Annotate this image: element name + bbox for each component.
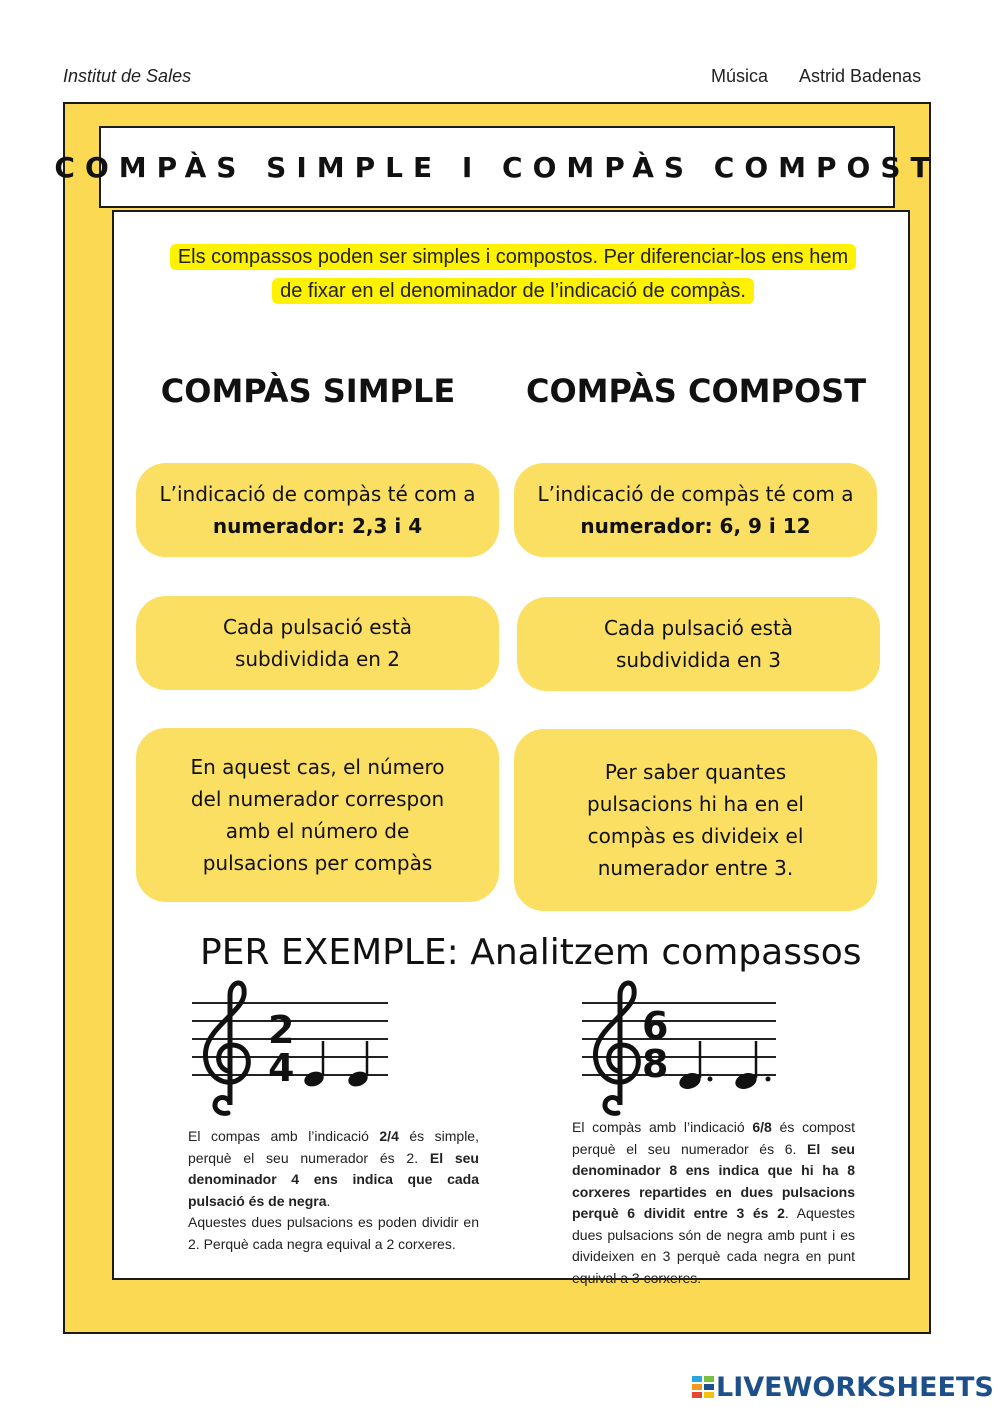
intro-line-2: de fixar en el denominador de l’indicació de compàs. [272, 278, 754, 304]
quarter-note-icon [346, 1041, 370, 1089]
simple-numerator-box [136, 463, 499, 557]
compound-explanation: El compàs amb l’indicació 6/8 és compost perquè el seu numerador és 6. El seu denominador 8 ens indica que hi ha 8 corxeres repartides en dues pulsacions perquè 6 dividit entre 3 és 2. Aquestes dues pulsacions són de negra amb punt i es divideixen en 3 perquè cada negra en punt equival a 3 corxeres. [572, 1119, 855, 1286]
compound-pulse-line-4: numerador entre 3. [597, 856, 794, 880]
example-title: PER EXEMPLE: Analitzem compassos [200, 932, 862, 973]
simple-subdivision-line-1: Cada pulsació està [222, 615, 413, 639]
compound-numerator-box [514, 463, 877, 557]
dotted-quarter-note-icon [733, 1041, 770, 1092]
compound-pulse-line-1: Per saber quantes [604, 760, 787, 784]
page-title: COMPÀS SIMPLE I COMPÀS COMPOST [54, 150, 940, 184]
simple-staff-2-4 [190, 975, 390, 1120]
compound-subdivision-line-1: Cada pulsació està [603, 616, 794, 640]
simple-heading: COMPÀS SIMPLE [160, 372, 456, 410]
simple-pulse-line-4: pulsacions per compàs [202, 851, 433, 875]
compound-subdivision-box [517, 597, 880, 691]
quarter-note-icon [302, 1041, 326, 1089]
compound-pulse-line-3: compàs es divideix el [587, 824, 804, 848]
compound-staff-6-8 [580, 975, 780, 1120]
simple-explanation-second: Aquestes dues pulsacions es poden dividir en 2. Perquè cada negra equival a 2 corxeres. [188, 1214, 479, 1252]
intro-line-1: Els compassos poden ser simples i compostos. Per diferenciar-los ens hem [170, 244, 856, 270]
simple-pulse-line-2: del numerador correspon [190, 787, 445, 811]
dotted-quarter-note-icon [677, 1041, 712, 1092]
time-signature-bottom: 4 [268, 1046, 295, 1090]
compound-numerator-values: numerador: 6, 9 i 12 [580, 514, 811, 538]
simple-numerator-values: numerador: 2,3 i 4 [212, 514, 423, 538]
time-signature-top: 6 [642, 1004, 669, 1048]
simple-subdivision-line-2: subdividida en 2 [234, 647, 401, 671]
simple-pulse-box [136, 728, 499, 902]
compound-subdivision-line-2: subdividida en 3 [615, 648, 782, 672]
simple-subdivision-box [136, 596, 499, 690]
title-box [54, 126, 940, 208]
time-signature-top: 2 [268, 1008, 295, 1052]
simple-numerator-text: L’indicació de compàs té com a numerador: 2,3 i 4 [159, 482, 476, 538]
simple-pulse-line-1: En aquest cas, el número [190, 755, 445, 779]
simple-pulse-line-3: amb el número de [225, 819, 410, 843]
liveworksheets-wordmark: LIVEWORKSHEETS [716, 1372, 994, 1403]
simple-explanation: El compas amb l’indicació 2/4 és simple, perquè el seu numerador és 2. El seu denominador 4 ens indica que cada pulsació és de negra. Aquestes dues pulsacions es poden dividir en 2. Perquè cada negra equival a 2 corxeres. [188, 1128, 479, 1252]
intro-text [128, 240, 898, 308]
time-signature-bottom: 8 [642, 1042, 669, 1086]
liveworksheets-brand [690, 1372, 994, 1403]
subject-name: Música [711, 66, 769, 86]
compound-heading: COMPÀS COMPOST [525, 372, 867, 410]
liveworksheets-logo-icon [690, 1373, 716, 1403]
school-name: Institut de Sales [63, 66, 192, 86]
author-name: Astrid Badenas [799, 66, 922, 86]
compound-pulse-box [514, 729, 877, 911]
compound-numerator-text: L’indicació de compàs té com a numerador: 6, 9 i 12 [537, 482, 854, 538]
compound-pulse-line-2: pulsacions hi ha en el [587, 792, 804, 816]
